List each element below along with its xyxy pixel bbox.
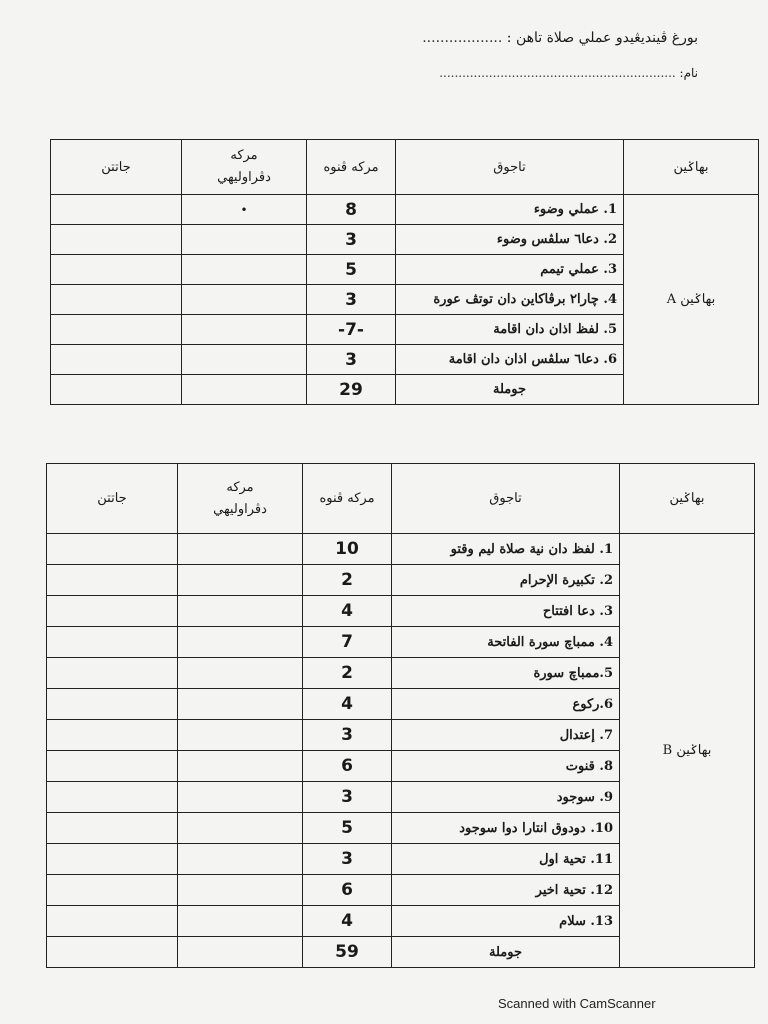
max-cell: 3: [307, 345, 396, 375]
max-cell: 4: [303, 689, 392, 720]
section-b-label: بهاݢين B: [620, 534, 755, 968]
header-item: تاجوق: [396, 140, 624, 195]
max-cell: 6: [303, 751, 392, 782]
score-cell[interactable]: [178, 906, 303, 937]
max-cell: 8: [307, 195, 396, 225]
score-cell[interactable]: [178, 751, 303, 782]
score-cell[interactable]: [182, 315, 307, 345]
score-cell[interactable]: [178, 782, 303, 813]
item-cell: 10. دودوق انتارا دوا سوجود: [392, 813, 620, 844]
header-score: [178, 464, 303, 534]
table-row: [51, 195, 759, 225]
header-score: [182, 140, 307, 195]
notes-cell[interactable]: [47, 627, 178, 658]
notes-cell[interactable]: [51, 195, 182, 225]
scanner-watermark: Scanned with CamScanner: [498, 996, 656, 1011]
max-cell: 2: [303, 565, 392, 596]
item-cell: 6. دعا٦ سلڤس اذان دان اقامة: [396, 345, 624, 375]
item-cell: 4. چارا٢ برڤاكاين دان توتڤ عورة: [396, 285, 624, 315]
score-cell[interactable]: [178, 844, 303, 875]
score-cell[interactable]: [178, 875, 303, 906]
section-b-table: [46, 463, 755, 968]
header-max-marks: مركه ڤنوه: [307, 140, 396, 195]
notes-cell[interactable]: [47, 534, 178, 565]
item-cell: 1. لفظ دان نية صلاة ليم وقتو: [392, 534, 620, 565]
notes-cell[interactable]: [51, 315, 182, 345]
score-cell[interactable]: [182, 285, 307, 315]
total-score-cell[interactable]: [182, 375, 307, 405]
item-cell: 5.ممباچ سورة: [392, 658, 620, 689]
total-notes-cell[interactable]: [51, 375, 182, 405]
score-cell[interactable]: [178, 720, 303, 751]
item-cell: 3. عملي تيمم: [396, 255, 624, 285]
score-cell[interactable]: [178, 565, 303, 596]
total-score-cell[interactable]: [178, 937, 303, 968]
item-cell: 13. سلام: [392, 906, 620, 937]
header-score-line2: دڤراوليهي: [213, 501, 267, 517]
form-title: بورغ ڤينديڠيدو عملي صلاة تاهن :: [506, 30, 698, 46]
header-notes: جاتتن: [51, 140, 182, 195]
max-cell: 5: [307, 255, 396, 285]
name-label: نام:: [679, 66, 698, 80]
header-item: تاجوق: [392, 464, 620, 534]
max-cell: 2: [303, 658, 392, 689]
max-cell: 3: [303, 782, 392, 813]
notes-cell[interactable]: [47, 906, 178, 937]
notes-cell[interactable]: [51, 225, 182, 255]
total-value: 29: [307, 375, 396, 405]
score-cell[interactable]: [178, 689, 303, 720]
max-cell: 4: [303, 596, 392, 627]
item-cell: 11. تحية اول: [392, 844, 620, 875]
notes-cell[interactable]: [47, 596, 178, 627]
name-blank[interactable]: ..............................................................: [439, 66, 676, 80]
max-cell: 10: [303, 534, 392, 565]
score-cell[interactable]: [178, 534, 303, 565]
max-cell: 3: [303, 720, 392, 751]
score-cell[interactable]: [178, 658, 303, 689]
score-cell[interactable]: [182, 345, 307, 375]
item-cell: 8. قنوت: [392, 751, 620, 782]
score-cell[interactable]: [182, 225, 307, 255]
item-cell: 2. دعا٦ سلڤس وضوء: [396, 225, 624, 255]
notes-cell[interactable]: [47, 565, 178, 596]
notes-cell[interactable]: [47, 751, 178, 782]
item-cell: 6.ركوع: [392, 689, 620, 720]
notes-cell[interactable]: [51, 345, 182, 375]
section-a-table: [50, 139, 759, 405]
notes-cell[interactable]: [47, 782, 178, 813]
notes-cell[interactable]: [47, 844, 178, 875]
form-title-line: [422, 30, 698, 46]
table-header-row: [51, 140, 759, 195]
header-max-marks: مركه ڤنوه: [303, 464, 392, 534]
notes-cell[interactable]: [51, 255, 182, 285]
item-cell: 3. دعا افتتاح: [392, 596, 620, 627]
total-label: جوملة: [392, 937, 620, 968]
item-cell: 7. إعتدال: [392, 720, 620, 751]
max-cell: 3: [307, 285, 396, 315]
notes-cell[interactable]: [47, 720, 178, 751]
item-cell: 12. تحية اخير: [392, 875, 620, 906]
item-cell: 1. عملي وضوء: [396, 195, 624, 225]
item-cell: 5. لفظ اذان دان اقامة: [396, 315, 624, 345]
max-cell: 7: [303, 627, 392, 658]
item-cell: 4. ممباچ سورة الفاتحة: [392, 627, 620, 658]
header-stage: بهاݢين: [624, 140, 759, 195]
form-title-blank[interactable]: ..................: [422, 30, 503, 46]
table-header-row: [47, 464, 755, 534]
max-cell: 4: [303, 906, 392, 937]
name-line: [439, 66, 698, 80]
item-cell: 2. تكبيرة الإحرام: [392, 565, 620, 596]
score-cell[interactable]: [178, 813, 303, 844]
section-a-label: بهاݢين A: [624, 195, 759, 405]
max-cell: -7-: [307, 315, 396, 345]
header-stage: بهاݢين: [620, 464, 755, 534]
total-notes-cell[interactable]: [47, 937, 178, 968]
notes-cell[interactable]: [47, 689, 178, 720]
header-notes: جاتتن: [47, 464, 178, 534]
max-cell: 6: [303, 875, 392, 906]
score-cell[interactable]: [178, 596, 303, 627]
max-cell: 5: [303, 813, 392, 844]
score-cell[interactable]: [178, 627, 303, 658]
total-label: جوملة: [396, 375, 624, 405]
header-score-line1: مركه: [230, 148, 258, 163]
max-cell: 3: [307, 225, 396, 255]
item-cell: 9. سوجود: [392, 782, 620, 813]
max-cell: 3: [303, 844, 392, 875]
notes-cell[interactable]: [51, 285, 182, 315]
header-score-line1: مركه: [226, 479, 254, 495]
score-cell[interactable]: [182, 255, 307, 285]
header-score-line2: دڤراوليهي: [217, 170, 271, 185]
total-value: 59: [303, 937, 392, 968]
notes-cell[interactable]: [47, 658, 178, 689]
table-row: [47, 534, 755, 565]
score-cell[interactable]: •: [182, 195, 307, 225]
notes-cell[interactable]: [47, 875, 178, 906]
notes-cell[interactable]: [47, 813, 178, 844]
